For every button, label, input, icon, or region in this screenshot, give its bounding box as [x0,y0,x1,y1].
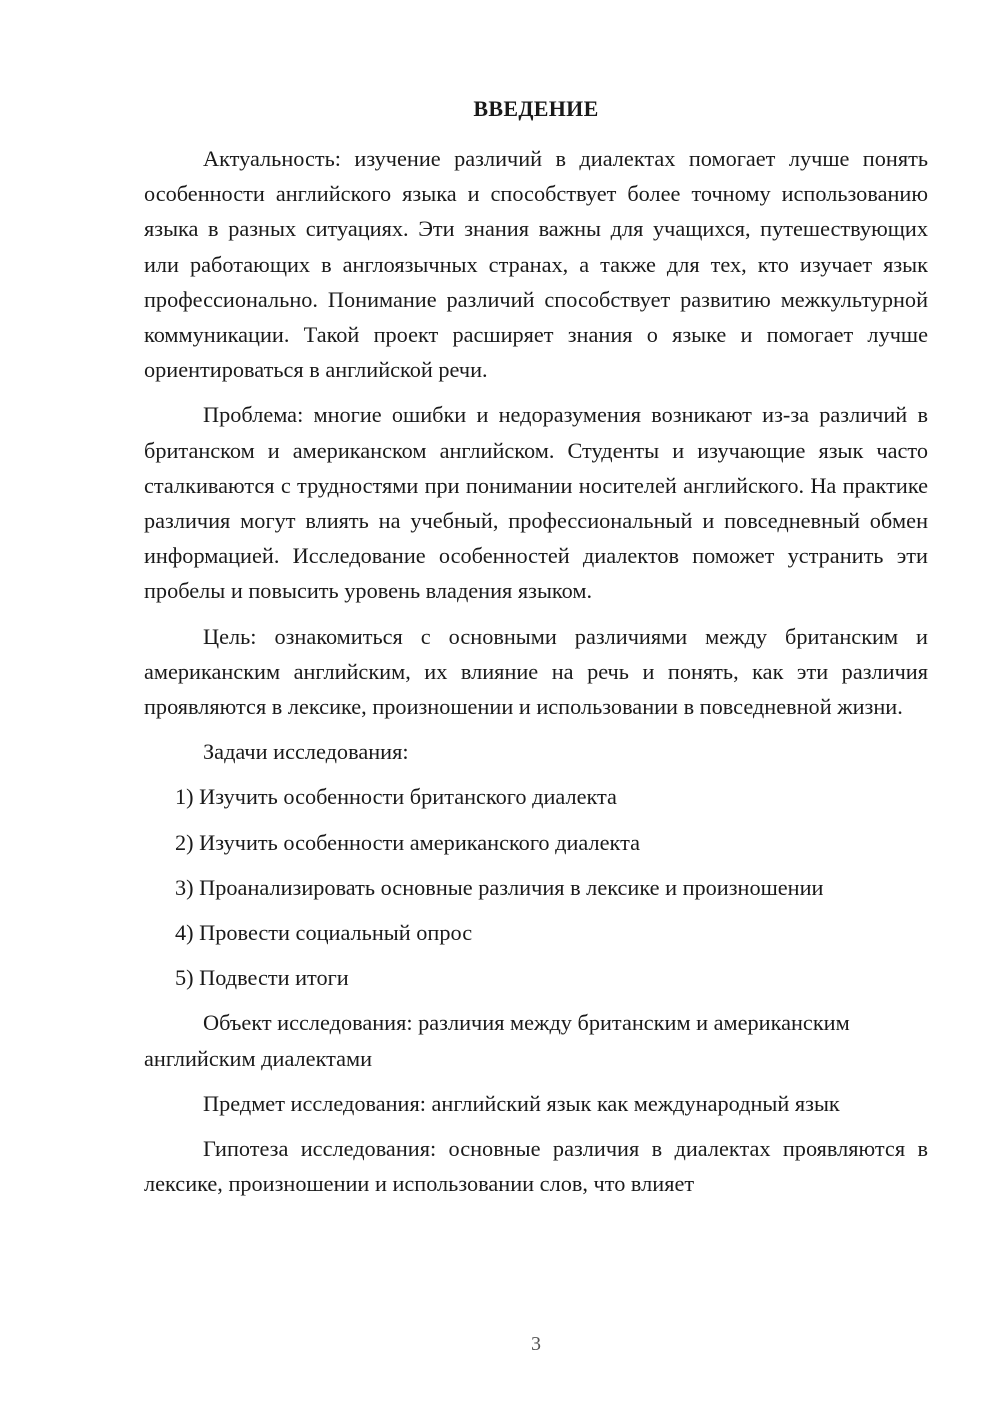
paragraph-object: Объект исследования: различия между британским и американским английским диалектами [144,1010,850,1071]
document-body [144,141,928,1201]
list-item: 5) Подвести итоги [175,965,349,991]
paragraph-goal: Цель: ознакомиться с основными различиями между британским и американским английским, их влияние на речь и понять, как эти различия проявляются в лексике, произношении и использовании в повседневной жизни. [144,623,928,720]
list-item: 4) Провести социальный опрос [175,920,473,946]
tasks-heading: Задачи исследования: [203,739,409,765]
paragraph-subject: Предмет исследования: английский язык как международный язык [203,1090,840,1116]
paragraph-problem: Проблема: многие ошибки и недоразумения возникают из-за различий в британском и американском английском. Студенты и изучающие язык часто сталкиваются с трудностями при понимании носителей английского. На практике различия могут влиять на учебный, профессиональный и повседневный обмен информацией. Исследование особенностей диалектов поможет устранить эти пробелы и повысить уровень владения языком. [144,402,928,604]
paragraph-relevance: Актуальность: изучение различий в диалектах помогает лучше понять особенности английского языка и способствует более точному использованию языка в разных ситуациях. Эти знания важны для учащихся, путешествующих или работающих в англоязычных странах, а также для тех, кто изучает язык профессионально. Понимание различий способствует развитию межкультурной коммуникации. Такой проект расширяет знания о языке и помогает лучше ориентироваться в английской речи. [144,146,928,383]
page-number: 3 [531,1333,541,1355]
paragraph-hypothesis: Гипотеза исследования: основные различия в диалектах проявляются в лексике, произношении и использовании слов, что влияет [144,1136,928,1197]
list-item: 1) Изучить особенности британского диалекта [175,784,617,810]
list-item: 2) Изучить особенности американского диалекта [175,829,640,855]
list-item: 3) Проанализировать основные различия в лексике и произношении [175,874,824,900]
tasks-list [144,779,928,995]
page-title: ВВЕДЕНИЕ [473,96,599,121]
